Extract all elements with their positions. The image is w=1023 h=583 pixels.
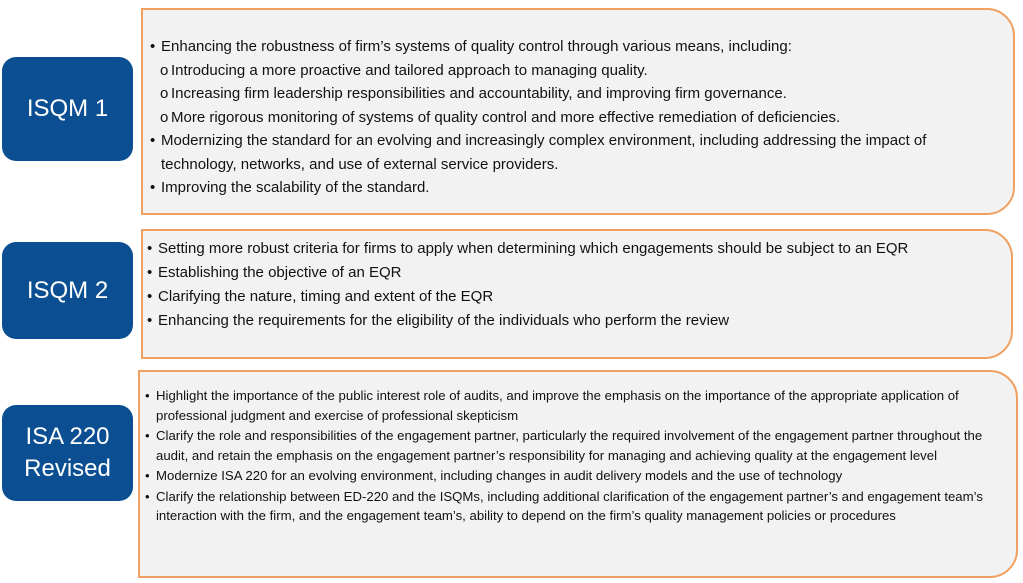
bullet-item: • Clarify the relationship between ED-220 and the ISQMs, including additional clarification of the engagement partner’s and engagement team’s interaction with the firm, and the engagement team’s, ability to depend on the firm’s quality management policies or procedures — [145, 487, 1008, 526]
bullet-item: • Setting more robust criteria for firms to apply when determining which engagements should be subject to an EQR — [147, 237, 1003, 261]
bullet-item: • Improving the scalability of the standard. — [150, 176, 1005, 200]
bullet-item: • Establishing the objective of an EQR — [147, 261, 1003, 285]
isqm1-description-box — [141, 8, 1015, 215]
isa220-description-box — [138, 370, 1018, 578]
sub-bullet-item: o More rigorous monitoring of systems of quality control and more effective remediation of deficiencies. — [150, 106, 1005, 130]
section-label-isqm2: ISQM 2 — [2, 242, 133, 339]
bullet-item: • Modernize ISA 220 for an evolving environment, including changes in audit delivery models and the use of technology — [145, 466, 1008, 486]
sub-bullet-item: o Introducing a more proactive and tailored approach to managing quality. — [150, 59, 1005, 83]
bullet-item: • Enhancing the requirements for the eligibility of the individuals who perform the review — [147, 309, 1003, 333]
bullet-item: • Clarifying the nature, timing and extent of the EQR — [147, 285, 1003, 309]
bullet-item: • Clarify the role and responsibilities of the engagement partner, particularly the required involvement of the engagement partner throughout the audit, and retain the emphasis on the engagement partner’s responsibility for managing and achieving quality at the engagement level — [145, 426, 1008, 465]
bullet-item: • Enhancing the robustness of firm’s systems of quality control through various means, including: — [150, 35, 1005, 59]
section-label-isqm1: ISQM 1 — [2, 57, 133, 161]
bullet-item: • Highlight the importance of the public interest role of audits, and improve the emphasis on the importance of the appropriate application of professional judgment and exercise of professional skepticism — [145, 386, 1008, 425]
sub-bullet-item: o Increasing firm leadership responsibilities and accountability, and improving firm governance. — [150, 82, 1005, 106]
isqm2-description-box — [141, 229, 1013, 359]
section-label-isa220: ISA 220 Revised — [2, 405, 133, 501]
bullet-item: • Modernizing the standard for an evolving and increasingly complex environment, including addressing the impact of technology, networks, and use of external service providers. — [150, 129, 1005, 176]
